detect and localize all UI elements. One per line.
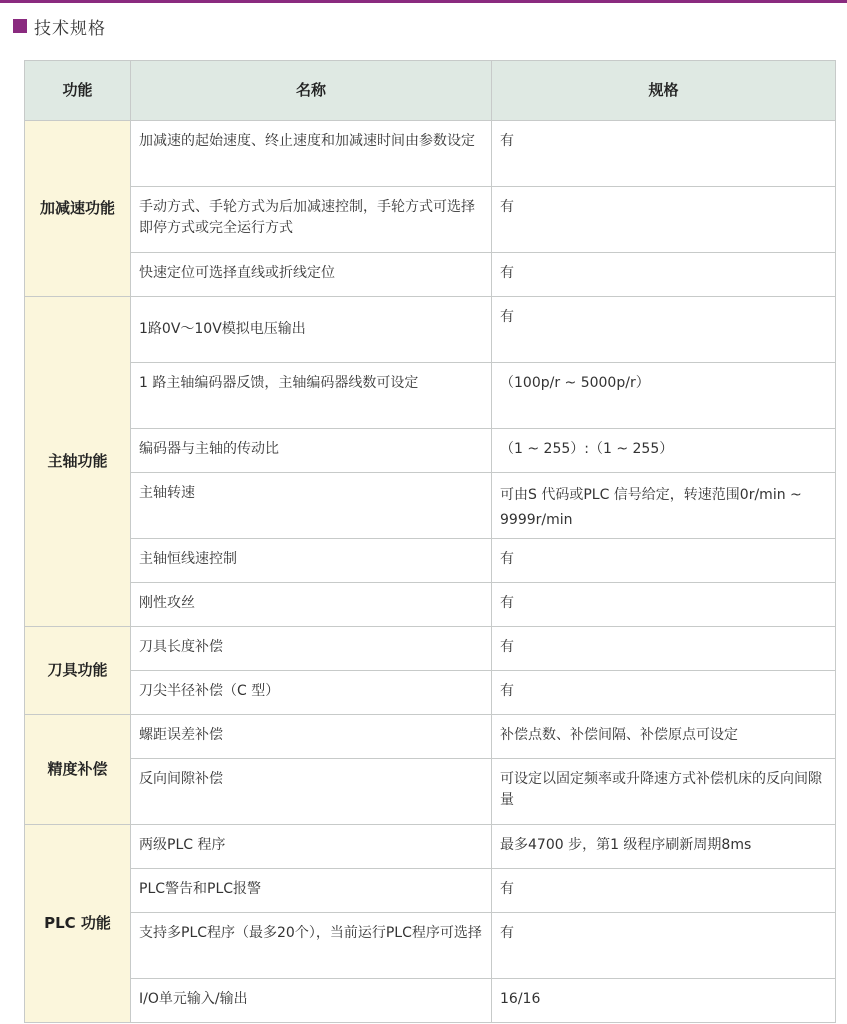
name-cell: 反向间隙补偿 <box>131 759 492 825</box>
spec-cell: （100p/r ~ 5000p/r） <box>492 363 836 429</box>
name-cell: 1 路主轴编码器反馈，主轴编码器线数可设定 <box>131 363 492 429</box>
name-cell: 刀具长度补偿 <box>131 627 492 671</box>
name-cell: 1路0V～10V模拟电压输出 <box>131 297 492 363</box>
category-cell: 主轴功能 <box>25 297 131 627</box>
table-row <box>25 539 836 583</box>
table-row <box>25 671 836 715</box>
table-row <box>25 253 836 297</box>
table-row <box>25 583 836 627</box>
spec-table <box>24 60 836 1023</box>
spec-cell: 有 <box>492 627 836 671</box>
name-cell: 编码器与主轴的传动比 <box>131 429 492 473</box>
table-row <box>25 759 836 825</box>
table-row <box>25 825 836 869</box>
name-cell: I/O单元输入/输出 <box>131 979 492 1023</box>
spec-cell: 有 <box>492 253 836 297</box>
spec-cell: 有 <box>492 869 836 913</box>
spec-cell: 有 <box>492 539 836 583</box>
table-row <box>25 869 836 913</box>
table-header-row <box>25 61 836 121</box>
name-cell: 支持多PLC程序（最多20个），当前运行PLC程序可选择 <box>131 913 492 979</box>
table-row <box>25 429 836 473</box>
table-row <box>25 715 836 759</box>
name-cell: 快速定位可选择直线或折线定位 <box>131 253 492 297</box>
spec-cell: 有 <box>492 297 836 363</box>
title-square-icon <box>13 19 27 33</box>
name-cell: 主轴恒线速控制 <box>131 539 492 583</box>
spec-cell: 16/16 <box>492 979 836 1023</box>
table-row <box>25 363 836 429</box>
spec-cell: 有 <box>492 187 836 253</box>
spec-cell: （1 ~ 255）:（1 ~ 255） <box>492 429 836 473</box>
spec-cell: 有 <box>492 121 836 187</box>
category-cell: PLC 功能 <box>25 825 131 1023</box>
spec-cell: 有 <box>492 913 836 979</box>
table-row <box>25 473 836 539</box>
category-cell: 精度补偿 <box>25 715 131 825</box>
table-row <box>25 187 836 253</box>
section-title: 技术规格 <box>34 18 106 39</box>
category-cell: 刀具功能 <box>25 627 131 715</box>
name-cell: 主轴转速 <box>131 473 492 539</box>
name-cell: 两级PLC 程序 <box>131 825 492 869</box>
table-row <box>25 121 836 187</box>
name-cell: 刀尖半径补偿（C 型） <box>131 671 492 715</box>
spec-cell: 最多4700 步，第1 级程序刷新周期8ms <box>492 825 836 869</box>
table-row <box>25 297 836 363</box>
table-row <box>25 627 836 671</box>
column-header-spec: 规格 <box>492 61 836 121</box>
section-header <box>13 14 106 38</box>
top-accent-rule <box>0 0 847 3</box>
name-cell: 螺距误差补偿 <box>131 715 492 759</box>
name-cell: PLC警告和PLC报警 <box>131 869 492 913</box>
spec-cell: 可设定以固定频率或升降速方式补偿机床的反向间隙量 <box>492 759 836 825</box>
name-cell: 手动方式、手轮方式为后加减速控制，手轮方式可选择即停方式或完全运行方式 <box>131 187 492 253</box>
spec-cell: 可由S 代码或PLC 信号给定，转速范围0r/min ~ 9999r/min <box>492 473 836 539</box>
table-row <box>25 913 836 979</box>
column-header-name: 名称 <box>131 61 492 121</box>
name-cell: 加减速的起始速度、终止速度和加减速时间由参数设定 <box>131 121 492 187</box>
column-header-function: 功能 <box>25 61 131 121</box>
category-cell: 加减速功能 <box>25 121 131 297</box>
name-cell: 刚性攻丝 <box>131 583 492 627</box>
table-row <box>25 979 836 1023</box>
spec-cell: 补偿点数、补偿间隔、补偿原点可设定 <box>492 715 836 759</box>
spec-cell: 有 <box>492 671 836 715</box>
spec-cell: 有 <box>492 583 836 627</box>
